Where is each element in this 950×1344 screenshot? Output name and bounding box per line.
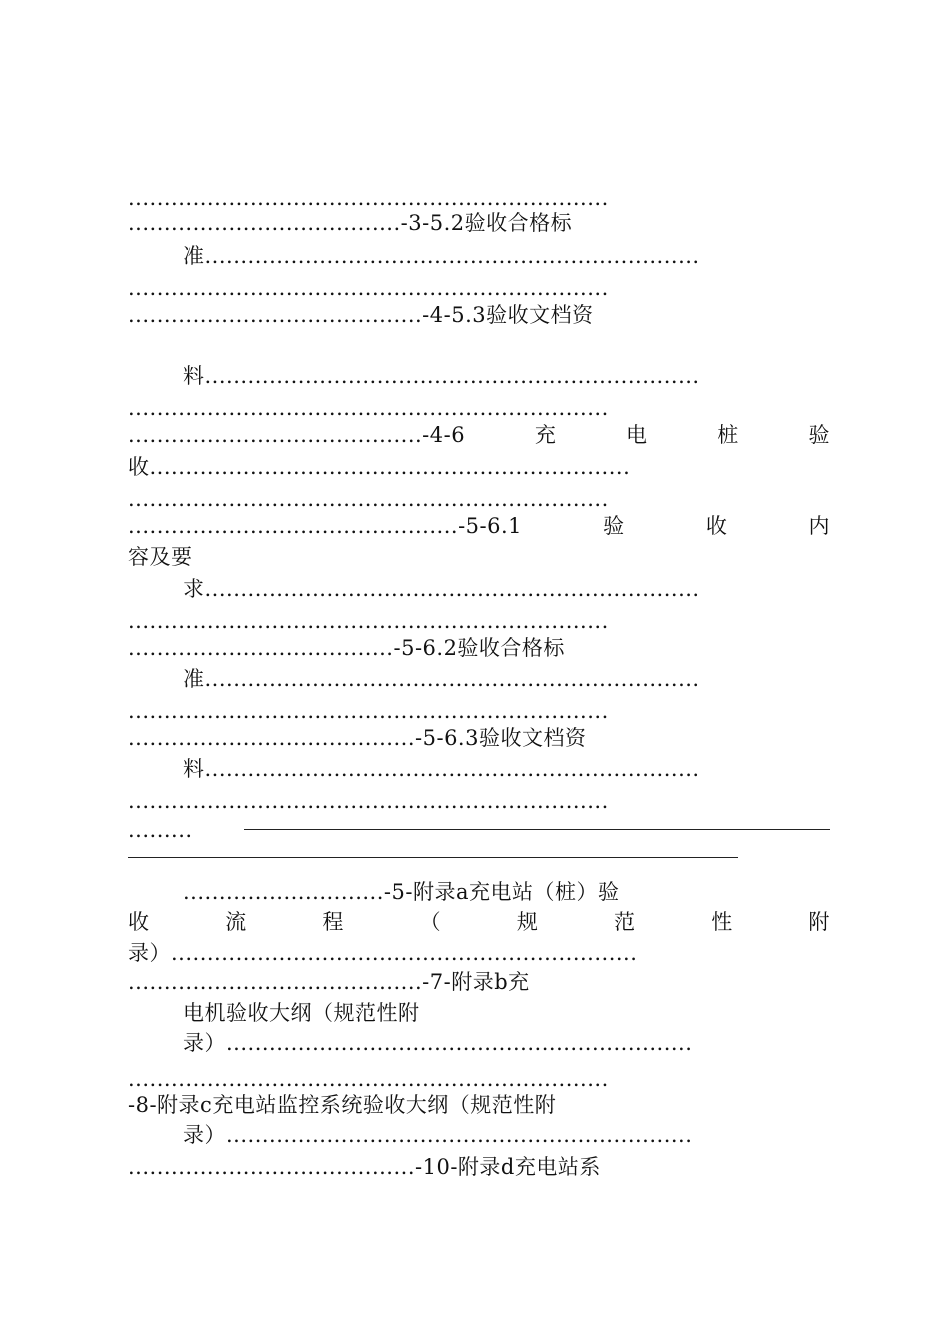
toc-line: 电机验收大纲（规范性附 [183,1001,420,1025]
toc-entry-appendix-a: ............................-5-附录a充电站（桩）验 [183,880,620,904]
toc-line [128,907,830,937]
toc-line: ................................................................... [128,487,609,511]
toc-char: 内 [808,514,830,538]
toc-entry-6-2: .....................................-5-6.2验收合格标 [128,636,565,660]
toc-char: 验 [808,423,830,447]
toc-line: ................................................................... [128,276,609,300]
toc-char: 附 [808,910,830,934]
toc-entry-5-2: ......................................-3-5.2验收合格标 [128,211,573,235]
toc-line: 录）................................................................. [183,1031,693,1055]
toc-entry-5-3: .........................................-4-5.3验收文档资 [128,303,594,327]
toc-line: 料..................................................................... [183,757,700,781]
toc-line: ................................................................... [128,396,609,420]
toc-dots: ..............................................-5-6.1 [128,514,523,538]
toc-char: 桩 [717,423,739,447]
toc-line: ................................................................... [128,1067,609,1091]
toc-char: 电 [626,423,648,447]
toc-char: 范 [614,910,636,934]
toc-entry-appendix-b: .........................................-7-附录b充 [128,970,530,994]
toc-entry-appendix-d: ........................................-10-附录d充电站系 [128,1155,601,1179]
toc-char: 性 [711,910,733,934]
toc-char: 规 [516,910,539,934]
toc-char: （ [419,910,442,934]
toc-line: ................................................................... [128,699,609,723]
toc-line: 收................................................................... [128,455,631,479]
toc-line: ......... [128,818,193,842]
toc-entry-6-3: ........................................-5-6.3验收文档资 [128,726,587,750]
toc-line: ................................................................... [128,186,609,210]
toc-line: ................................................................... [128,609,609,633]
toc-line: ................................................................... [128,789,609,813]
toc-line: 容及要 [128,545,193,569]
toc-line: 录）................................................................. [183,1123,693,1147]
toc-line: 录）................................................................. [128,941,638,965]
separator-rule [128,857,738,858]
toc-char: 收 [705,514,728,538]
toc-line: 求..................................................................... [183,577,700,601]
toc-dots: .........................................-4-6 [128,423,466,447]
toc-entry-6 [128,420,830,450]
toc-char: 收 [128,910,150,934]
toc-char: 流 [225,910,247,934]
toc-entry-appendix-c: -8-附录c充电站监控系统验收大纲（规范性附 [128,1093,557,1117]
toc-char: 充 [534,423,557,447]
separator-rule [244,829,830,830]
toc-line: 准..................................................................... [183,244,700,268]
toc-line: 料..................................................................... [183,364,700,388]
toc-line: 准..................................................................... [183,667,700,691]
toc-entry-6-1 [128,511,830,541]
toc-char: 程 [322,910,344,934]
toc-char: 验 [603,514,625,538]
